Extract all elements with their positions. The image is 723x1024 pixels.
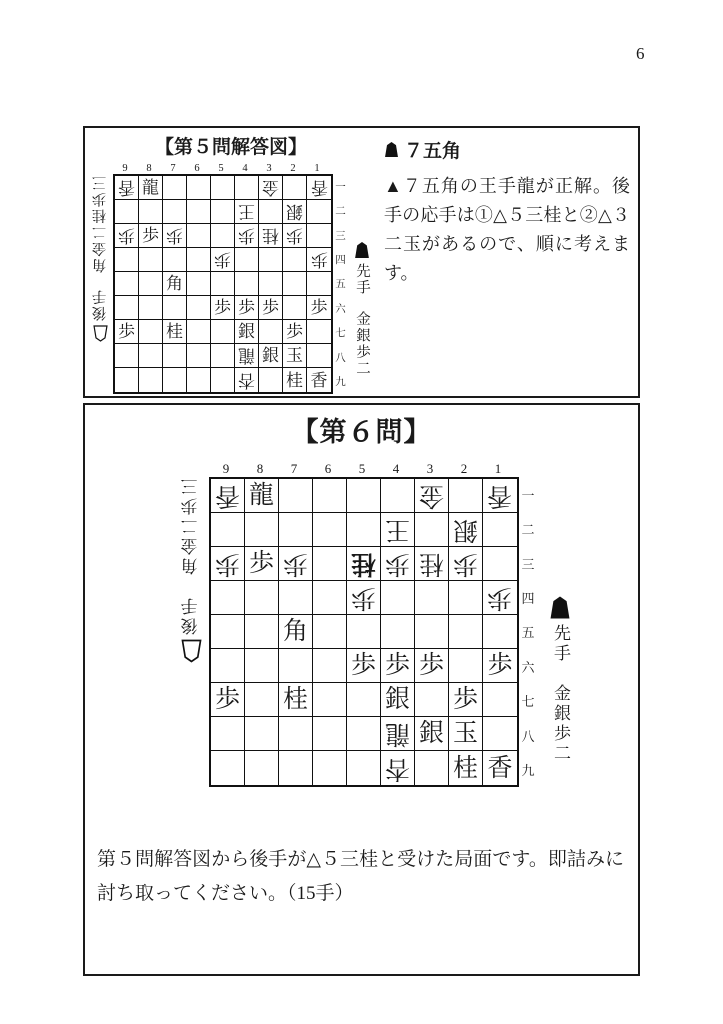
- square: [279, 649, 313, 683]
- square: [139, 368, 163, 392]
- square: [245, 547, 279, 581]
- rank-label: 一: [335, 181, 346, 193]
- shogi-piece: 歩: [418, 652, 444, 679]
- square: [449, 683, 483, 717]
- shogi-piece: 桂: [418, 550, 444, 577]
- file-label: 7: [290, 461, 298, 476]
- square: [259, 248, 283, 272]
- square: [381, 513, 415, 547]
- gote-hand-pieces: 角金二桂歩三: [92, 174, 109, 273]
- shogi-piece: 歩: [452, 550, 478, 577]
- square: [211, 649, 245, 683]
- square: [211, 751, 245, 785]
- rank-label: 九: [335, 377, 346, 389]
- square: [163, 176, 187, 200]
- square: [187, 272, 211, 296]
- square: [211, 296, 235, 320]
- square: [187, 224, 211, 248]
- square: [449, 751, 483, 785]
- file-label: 8: [256, 461, 264, 476]
- square: [483, 513, 517, 547]
- answer-diagram: [93, 130, 370, 396]
- square: [211, 513, 245, 547]
- file-label: 9: [222, 461, 230, 476]
- file-label: 3: [266, 163, 272, 174]
- square: [211, 344, 235, 368]
- shogi-piece: 銀: [286, 202, 303, 221]
- square: [211, 320, 235, 344]
- gote-hand: [181, 475, 202, 663]
- board-grid: [113, 174, 333, 394]
- problem6-box: [83, 403, 640, 976]
- square: [279, 513, 313, 547]
- square: [211, 717, 245, 751]
- shogi-piece: 歩: [384, 550, 410, 577]
- answer-move: ７五角: [404, 141, 462, 162]
- square: [381, 547, 415, 581]
- square: [313, 649, 347, 683]
- square: [347, 513, 381, 547]
- square: [449, 479, 483, 513]
- rank-label: 二: [521, 522, 535, 538]
- square: [245, 717, 279, 751]
- square: [115, 224, 139, 248]
- square: [449, 513, 483, 547]
- rank-label: 四: [335, 255, 346, 267]
- square: [313, 717, 347, 751]
- square: [283, 320, 307, 344]
- square: [139, 296, 163, 320]
- shogi-piece: 歩: [310, 298, 328, 317]
- shogi-piece: 歩: [118, 226, 135, 245]
- square: [115, 248, 139, 272]
- square: [347, 479, 381, 513]
- square: [187, 176, 211, 200]
- square: [347, 717, 381, 751]
- square: [115, 200, 139, 224]
- gote-hand-label: 後手: [92, 288, 109, 321]
- problem6-title: 【第６問】: [291, 417, 432, 447]
- square: [245, 683, 279, 717]
- file-label: 4: [392, 461, 400, 476]
- shogi-piece: 龍: [142, 178, 159, 197]
- square: [307, 248, 331, 272]
- shogi-piece: 香: [487, 482, 513, 509]
- square: [381, 615, 415, 649]
- square: [187, 320, 211, 344]
- square: [449, 547, 483, 581]
- square: [381, 479, 415, 513]
- square: [139, 272, 163, 296]
- square: [313, 751, 347, 785]
- square: [307, 224, 331, 248]
- square: [211, 248, 235, 272]
- shogi-piece: 歩: [238, 226, 255, 245]
- shogi-piece: 歩: [262, 298, 279, 317]
- file-label: 3: [426, 461, 434, 476]
- square: [245, 513, 279, 547]
- answer-figure-box: [83, 126, 640, 398]
- square: [313, 513, 347, 547]
- square: [163, 224, 187, 248]
- square: [279, 581, 313, 615]
- shogi-piece: 香: [118, 178, 135, 197]
- shogi-piece: 歩: [286, 322, 303, 341]
- square: [115, 320, 139, 344]
- square: [163, 320, 187, 344]
- square: [347, 547, 381, 581]
- rank-label: 八: [335, 352, 346, 364]
- square: [211, 224, 235, 248]
- shogi-piece: 銀: [384, 686, 410, 713]
- square: [483, 751, 517, 785]
- square: [259, 272, 283, 296]
- square: [235, 176, 259, 200]
- file-label: 1: [494, 461, 502, 476]
- square: [187, 368, 211, 392]
- shogi-piece: 龍: [238, 346, 255, 365]
- square: [483, 547, 517, 581]
- square: [211, 200, 235, 224]
- square: [115, 344, 139, 368]
- shogi-piece: 歩: [282, 550, 308, 577]
- square: [307, 344, 331, 368]
- square: [483, 717, 517, 751]
- file-label: 8: [146, 163, 152, 174]
- square: [313, 615, 347, 649]
- square: [347, 615, 381, 649]
- shogi-piece: 歩: [487, 652, 513, 679]
- shogi-piece: 銀: [418, 720, 444, 747]
- file-label: 2: [460, 461, 468, 476]
- shogi-piece: 銀: [238, 322, 255, 341]
- square: [139, 176, 163, 200]
- shogi-piece: 杏: [384, 754, 410, 782]
- rank-labels: [333, 174, 348, 394]
- shogi-piece: 歩: [118, 322, 135, 341]
- shogi-piece: 歩: [214, 298, 231, 317]
- shogi-piece: 角: [282, 618, 308, 645]
- square: [211, 368, 235, 392]
- square: [483, 615, 517, 649]
- square: [415, 547, 449, 581]
- square: [187, 296, 211, 320]
- square: [211, 272, 235, 296]
- square: [245, 615, 279, 649]
- shogi-piece: 香: [310, 370, 328, 390]
- answer-heading: [384, 136, 630, 163]
- square: [347, 751, 381, 785]
- square: [381, 751, 415, 785]
- square: [139, 248, 163, 272]
- rank-label: 二: [335, 206, 346, 218]
- square: [283, 176, 307, 200]
- square: [279, 683, 313, 717]
- square: [259, 320, 283, 344]
- sente-hand-pieces: 金銀歩二: [551, 684, 570, 764]
- square: [313, 479, 347, 513]
- shogi-piece: 王: [384, 516, 410, 543]
- square: [245, 649, 279, 683]
- square: [115, 272, 139, 296]
- file-label: 2: [290, 163, 296, 174]
- shogi-piece: 桂: [166, 322, 183, 341]
- square: [211, 176, 235, 200]
- sente-hand: [354, 241, 370, 377]
- shogi-piece: 玉: [452, 720, 478, 747]
- square: [163, 272, 187, 296]
- shogi-piece: 歩: [214, 250, 231, 269]
- shogi-piece: 桂: [452, 754, 478, 782]
- answer-body: ▲７五角の王手龍が正解。後手の応手は①△５三桂と②△３二玉があるので、順に考えます。: [384, 176, 630, 284]
- square: [259, 176, 283, 200]
- square: [163, 296, 187, 320]
- square: [483, 649, 517, 683]
- square: [415, 513, 449, 547]
- shogi-piece: 桂: [282, 686, 308, 713]
- square: [307, 176, 331, 200]
- shogi-piece: 歩: [166, 226, 183, 245]
- square: [211, 581, 245, 615]
- file-label: 5: [218, 163, 224, 174]
- square: [415, 479, 449, 513]
- square: [283, 200, 307, 224]
- square: [307, 272, 331, 296]
- file-label: 6: [194, 163, 200, 174]
- rank-label: 七: [335, 328, 346, 340]
- gote-hand: [93, 174, 108, 342]
- square: [415, 649, 449, 683]
- file-label: 4: [242, 163, 248, 174]
- shogi-piece: 歩: [214, 686, 240, 713]
- square: [139, 344, 163, 368]
- shogi-piece: 歩: [350, 652, 376, 679]
- gote-piece-icon: [93, 325, 108, 342]
- rank-labels: [519, 477, 537, 787]
- square: [163, 248, 187, 272]
- rank-label: 七: [521, 694, 535, 710]
- square: [187, 344, 211, 368]
- shogi-piece: 龍: [248, 482, 274, 509]
- square: [211, 683, 245, 717]
- shogi-piece: 桂: [286, 370, 303, 390]
- square: [347, 581, 381, 615]
- square: [245, 581, 279, 615]
- shogi-piece: 歩: [214, 550, 240, 577]
- page-number: 6: [636, 44, 645, 63]
- sente-hand-label: 先手: [551, 624, 570, 664]
- shogi-piece: 銀: [452, 516, 478, 543]
- square: [115, 368, 139, 392]
- square: [259, 200, 283, 224]
- shogi-piece: 歩: [286, 226, 303, 245]
- shogi-piece: 金: [262, 178, 279, 197]
- shogi-piece: 角: [166, 274, 183, 293]
- rank-label: 五: [521, 625, 535, 641]
- shogi-piece: 歩: [142, 226, 159, 245]
- square: [313, 683, 347, 717]
- square: [283, 344, 307, 368]
- square: [483, 581, 517, 615]
- square: [283, 368, 307, 392]
- sente-piece-icon: [384, 141, 399, 158]
- shogi-piece: 桂: [350, 550, 376, 577]
- file-label: 1: [314, 163, 320, 174]
- square: [259, 344, 283, 368]
- square: [115, 176, 139, 200]
- square: [381, 581, 415, 615]
- square: [245, 751, 279, 785]
- shogi-piece: 歩: [310, 250, 328, 269]
- rank-label: 一: [521, 487, 535, 503]
- square: [381, 683, 415, 717]
- rank-label: 九: [521, 763, 535, 779]
- square: [235, 320, 259, 344]
- rank-label: 五: [335, 279, 346, 291]
- rank-label: 六: [521, 659, 535, 675]
- file-labels: [209, 457, 519, 477]
- shogi-piece: 歩: [384, 652, 410, 679]
- square: [259, 368, 283, 392]
- square: [259, 224, 283, 248]
- square: [381, 649, 415, 683]
- square: [163, 200, 187, 224]
- shogi-piece: 歩: [452, 686, 478, 713]
- square: [283, 296, 307, 320]
- shogi-piece: 銀: [262, 346, 279, 365]
- shogi-piece: 桂: [262, 226, 279, 245]
- square: [163, 368, 187, 392]
- diagram-title: 【第５問解答図】: [154, 137, 307, 158]
- gote-hand-pieces: 角金二歩三: [181, 475, 201, 575]
- square: [449, 649, 483, 683]
- shogi-piece: 金: [418, 482, 444, 509]
- square: [187, 200, 211, 224]
- square: [283, 272, 307, 296]
- square: [187, 248, 211, 272]
- square: [211, 547, 245, 581]
- sente-hand-label: 先手: [354, 263, 370, 296]
- shogi-piece: 王: [238, 202, 255, 221]
- rank-label: 八: [521, 728, 535, 744]
- sente-piece-icon: [549, 595, 571, 620]
- square: [139, 224, 163, 248]
- shogi-piece: 歩: [487, 584, 513, 611]
- gote-piece-icon: [181, 639, 202, 663]
- shogi-piece: 香: [310, 178, 328, 197]
- square: [235, 296, 259, 320]
- shogi-piece: 香: [214, 482, 240, 509]
- shogi-piece: 歩: [248, 550, 274, 577]
- square: [307, 200, 331, 224]
- square: [279, 751, 313, 785]
- answer-text-block: [370, 130, 632, 396]
- square: [483, 683, 517, 717]
- shogi-piece: 玉: [286, 346, 303, 365]
- square: [235, 368, 259, 392]
- square: [283, 248, 307, 272]
- square: [483, 479, 517, 513]
- square: [211, 479, 245, 513]
- square: [415, 615, 449, 649]
- square: [259, 296, 283, 320]
- square: [235, 272, 259, 296]
- square: [415, 683, 449, 717]
- square: [279, 547, 313, 581]
- board-grid: [209, 477, 519, 787]
- square: [211, 615, 245, 649]
- square: [139, 320, 163, 344]
- square: [307, 320, 331, 344]
- rank-label: 三: [335, 230, 346, 242]
- square: [381, 717, 415, 751]
- shogi-piece: 香: [487, 754, 513, 782]
- square: [235, 200, 259, 224]
- square: [279, 479, 313, 513]
- sente-hand-pieces: 金銀歩二: [354, 311, 370, 377]
- sente-piece-icon: [354, 241, 370, 259]
- file-labels: [113, 159, 333, 174]
- rank-label: 三: [521, 556, 535, 572]
- square: [115, 296, 139, 320]
- shogi-piece: 杏: [238, 370, 255, 390]
- square: [139, 200, 163, 224]
- square: [415, 751, 449, 785]
- square: [235, 344, 259, 368]
- problem6-caption: 第５問解答図から後手が△５三桂と受けた局面です。即詰みに討ち取ってください。（15手）: [97, 849, 624, 905]
- square: [347, 683, 381, 717]
- shogi-piece: 龍: [384, 720, 410, 747]
- problem6-diagram: [181, 457, 638, 787]
- rank-label: 四: [521, 591, 535, 607]
- square: [449, 615, 483, 649]
- square: [307, 296, 331, 320]
- square: [313, 581, 347, 615]
- rank-label: 六: [335, 303, 346, 315]
- shogi-piece: 歩: [238, 298, 255, 317]
- square: [279, 717, 313, 751]
- square: [307, 368, 331, 392]
- file-label: 5: [358, 461, 366, 476]
- square: [415, 581, 449, 615]
- square: [245, 479, 279, 513]
- square: [449, 717, 483, 751]
- square: [347, 649, 381, 683]
- square: [235, 248, 259, 272]
- square: [313, 547, 347, 581]
- square: [283, 224, 307, 248]
- gote-hand-label: 後手: [181, 595, 201, 635]
- square: [163, 344, 187, 368]
- file-label: 6: [324, 461, 332, 476]
- square: [279, 615, 313, 649]
- shogi-piece: 歩: [350, 584, 376, 611]
- square: [449, 581, 483, 615]
- file-label: 9: [122, 163, 128, 174]
- square: [415, 717, 449, 751]
- sente-hand: [549, 595, 571, 764]
- file-label: 7: [170, 163, 176, 174]
- square: [235, 224, 259, 248]
